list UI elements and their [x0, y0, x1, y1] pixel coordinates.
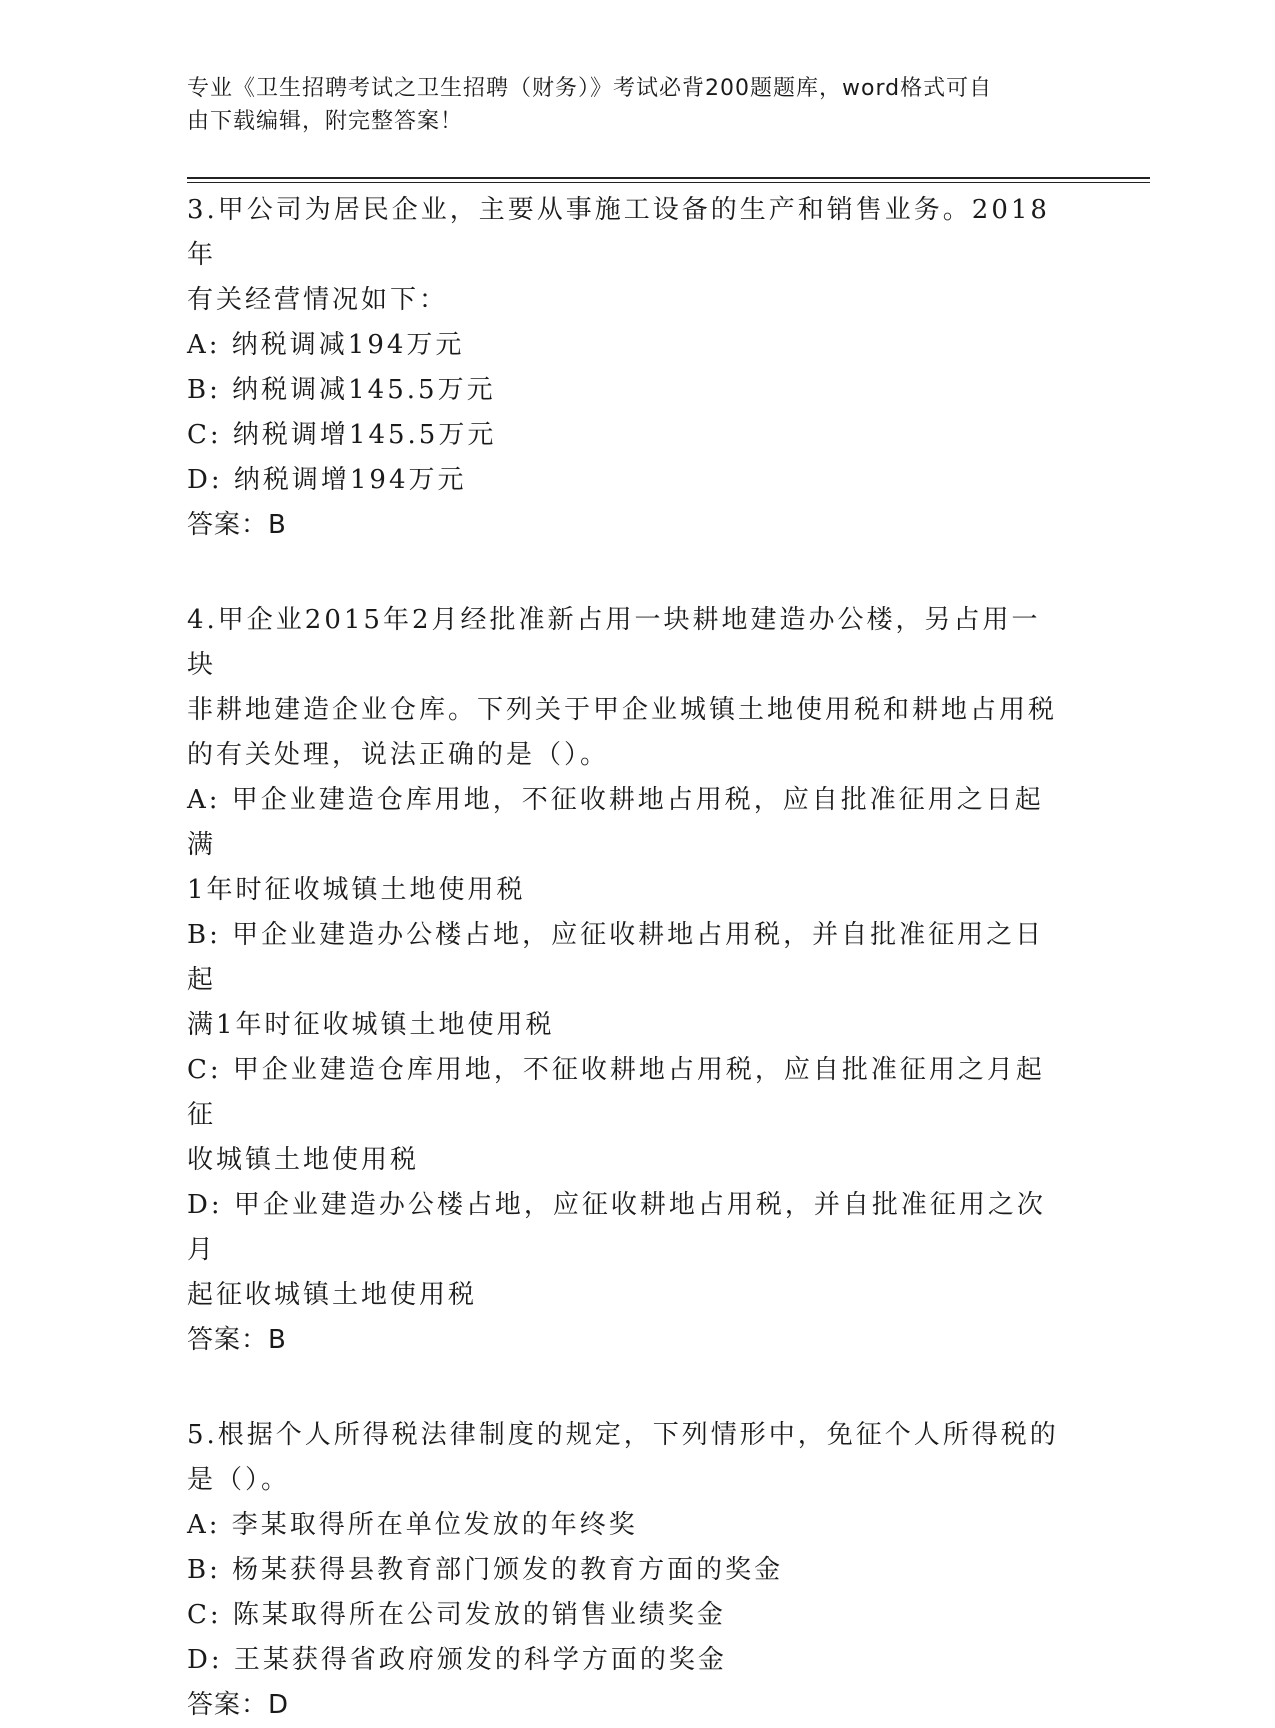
answer-label: 答案：B	[187, 1325, 287, 1355]
option-c: C: 陈某取得所在公司发放的销售业绩奖金	[187, 1600, 726, 1630]
question-stem-line: 非耕地建造企业仓库。下列关于甲企业城镇土地使用税和耕地占用税	[187, 695, 1058, 725]
answer-label: 答案：D	[187, 1690, 290, 1720]
header-divider-thin	[187, 182, 1150, 183]
option-c: C: 甲企业建造仓库用地，不征收耕地占用税，应自批准征用之月起征	[187, 1055, 1045, 1130]
question-stem-line: 的有关处理，说法正确的是（）。	[187, 740, 610, 770]
option-c: C: 纳税调增145.5万元	[187, 420, 497, 450]
question-list	[187, 188, 1067, 1728]
header-line-1: 专业《卫生招聘考试之卫生招聘（财务）》考试必背200题题库，word格式可自	[187, 76, 993, 101]
option-b: B: 甲企业建造办公楼占地，应征收耕地占用税，并自批准征用之日起	[187, 920, 1045, 995]
question-stem-line: 是（）。	[187, 1465, 291, 1495]
question-3	[187, 188, 1067, 548]
option-d: D: 王某获得省政府颁发的科学方面的奖金	[187, 1645, 727, 1675]
option-a-cont: 1年时征收城镇土地使用税	[187, 875, 526, 905]
option-a: A: 纳税调减194万元	[187, 330, 465, 360]
answer-label: 答案：B	[187, 510, 287, 540]
option-b: B: 纳税调减145.5万元	[187, 375, 496, 405]
option-b-cont: 满1年时征收城镇土地使用税	[187, 1010, 555, 1040]
question-4	[187, 598, 1067, 1363]
question-stem-line: 4.甲企业2015年2月经批准新占用一块耕地建造办公楼，另占用一块	[187, 605, 1041, 680]
header-divider-thick	[187, 177, 1150, 179]
question-5	[187, 1413, 1067, 1728]
option-b: B: 杨某获得县教育部门颁发的教育方面的奖金	[187, 1555, 784, 1585]
option-d: D: 纳税调增194万元	[187, 465, 467, 495]
option-a: A: 李某取得所在单位发放的年终奖	[187, 1510, 638, 1540]
question-stem-line: 3.甲公司为居民企业，主要从事施工设备的生产和销售业务。2018年	[187, 195, 1050, 270]
option-d-cont: 起征收城镇土地使用税	[187, 1280, 478, 1310]
question-stem-line: 5.根据个人所得税法律制度的规定，下列情形中，免征个人所得税的	[187, 1420, 1059, 1450]
option-a: A: 甲企业建造仓库用地，不征收耕地占用税，应自批准征用之日起满	[187, 785, 1044, 860]
option-d: D: 甲企业建造办公楼占地，应征收耕地占用税，并自批准征用之次月	[187, 1190, 1046, 1265]
question-stem-line: 有关经营情况如下：	[187, 285, 449, 315]
option-c-cont: 收城镇土地使用税	[187, 1145, 420, 1175]
document-header	[187, 72, 1067, 138]
header-line-2: 由下载编辑，附完整答案！	[187, 109, 464, 134]
